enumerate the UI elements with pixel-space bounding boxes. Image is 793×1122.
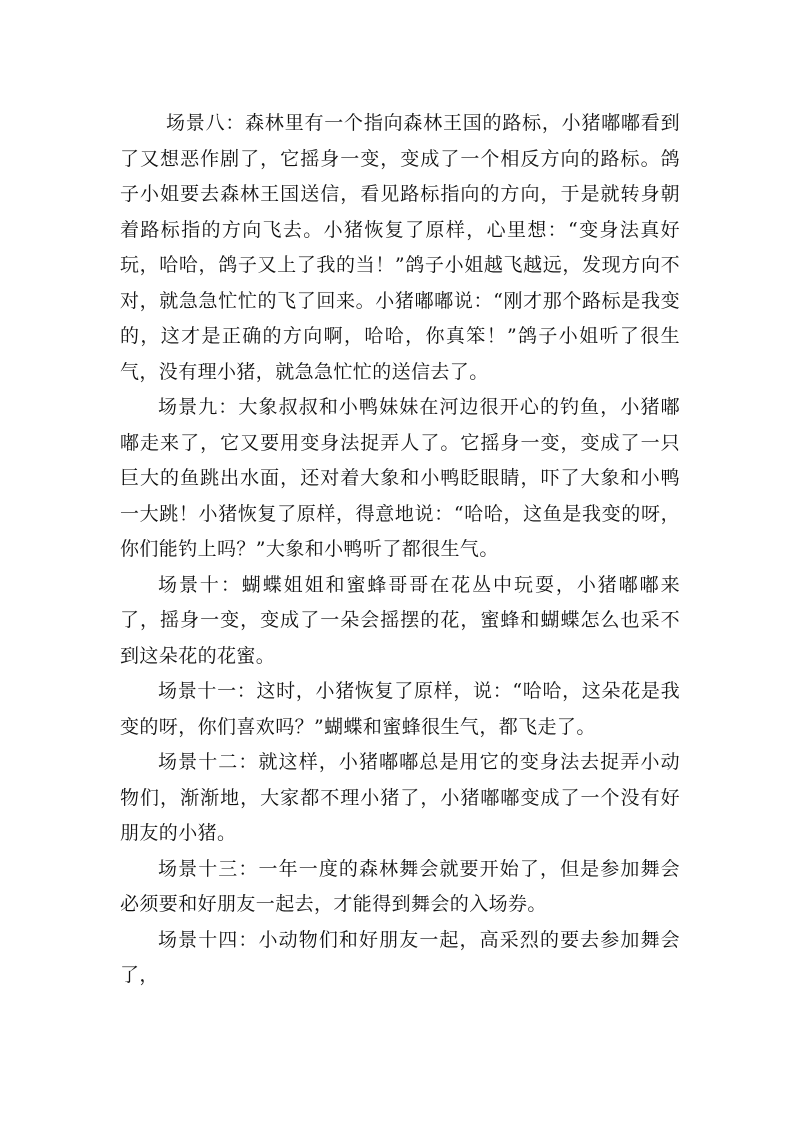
paragraph-scene-9: 场景九：大象叔叔和小鸭妹妹在河边很开心的钓鱼，小猪嘟嘟走来了，它又要用变身法捉弄人了。它摇身一变，变成了一只巨大的鱼跳出水面，还对着大象和小鸭眨眼睛，吓了大象和小鸭一大跳！小猪恢复了原样，得意地说：“哈哈，这鱼是我变的呀，你们能钓上吗？”大象和小鸭听了都很生气。 [120,396,680,560]
paragraph-scene-14: 场景十四：小动物们和好朋友一起，高采烈的要去参加舞会了， [120,928,680,986]
paragraph-scene-12: 场景十二：就这样，小猪嘟嘟总是用它的变身法去捉弄小动物们，渐渐地，大家都不理小猪了，小猪嘟嘟变成了一个没有好朋友的小猪。 [120,751,680,844]
paragraph-scene-10: 场景十：蝴蝶姐姐和蜜蜂哥哥在花丛中玩耍，小猪嘟嘟来了，摇身一变，变成了一朵会摇摆的花，蜜蜂和蝴蝶怎么也采不到这朵花的花蜜。 [120,573,680,667]
document-body [120,106,680,994]
paragraph-scene-8: 场景八：森林里有一个指向森林王国的路标，小猪嘟嘟看到了又想恶作剧了，它摇身一变，变成了一个相反方向的路标。鸽子小姐要去森林王国送信，看见路标指向的方向，于是就转身朝着路标指的方向飞去。小猪恢复了原样，心里想：“变身法真好玩，哈哈，鸽子又上了我的当！”鸽子小姐越飞越远，发现方向不对，就急急忙忙的飞了回来。小猪嘟嘟说：“刚才那个路标是我变的，这才是正确的方向啊，哈哈，你真笨！”鸽子小姐听了很生气，没有理小猪，就急急忙忙的送信去了。 [120,112,680,383]
paragraph-scene-11: 场景十一：这时，小猪恢复了原样，说：“哈哈，这朵花是我变的呀，你们喜欢吗？”蝴蝶和蜜蜂很生气，都飞走了。 [120,680,680,738]
paragraph-scene-13: 场景十三：一年一度的森林舞会就要开始了，但是参加舞会必须要和好朋友一起去，才能得到舞会的入场券。 [120,857,680,915]
